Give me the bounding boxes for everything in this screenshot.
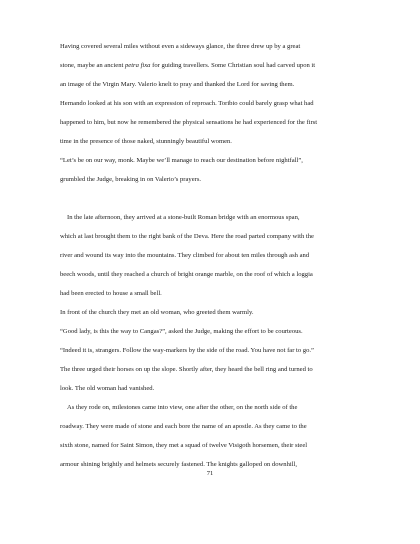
text-run: river and wound its way into the mountains. They climbed for about ten miles through ash and: [60, 252, 310, 259]
text-run: for guiding travellers. Some Christian soul had carved upon it: [150, 62, 316, 69]
text-line: [60, 56, 378, 75]
text-run: The three urged their horses on up the slope. Shortly after, they heard the bell ring and turned to: [60, 366, 313, 373]
text-line: [60, 265, 378, 284]
text-run: “Let’s be on our way, monk. Maybe we’ll manage to reach our destination before nightfall”,: [60, 157, 303, 164]
text-run: In the late afternoon, they arrived at a stone-built Roman bridge with an enormous span,: [67, 214, 300, 221]
text-line: [60, 151, 378, 170]
text-run: beech woods, until they reached a church of bright orange marble, on the roof of which a loggia: [60, 271, 313, 278]
text-run: time in the presence of those naked, stunningly beautiful women.: [60, 138, 232, 145]
italic-term: petra fixa: [125, 62, 151, 69]
text-line: [60, 132, 378, 151]
text-line: [60, 322, 378, 341]
text-line: [60, 436, 378, 455]
text-line: [60, 37, 378, 56]
text-run: roadway. They were made of stone and each bore the name of an apostle. As they came to the: [60, 423, 307, 430]
text-run: As they rode on, milestones came into view, one after the other, on the north side of the: [67, 404, 298, 411]
text-line: [60, 284, 378, 303]
text-run: had been erected to house a small bell.: [60, 290, 162, 297]
text-line: [60, 360, 378, 379]
text-line: [60, 94, 378, 113]
text-run: “Indeed it is, strangers. Follow the way-markers by the side of the road. You have not far to go.”: [60, 347, 314, 354]
text-run: sixth stone, named for Saint Simon, they met a squad of twelve Visigoth horsemen, their steel: [60, 442, 308, 449]
text-run: look. The old woman had vanished.: [60, 385, 155, 392]
text-run: “Good lady, is this the way to Cangas?”, asked the Judge, making the effort to be courteous.: [60, 328, 303, 335]
text-line: [60, 398, 378, 417]
text-line: [60, 208, 378, 227]
text-run: happened to him, but now he remembered the physical sensations he had experienced for the first: [60, 119, 318, 126]
text-line: [60, 246, 378, 265]
text-run: grumbled the Judge, breaking in on Valerio’s prayers.: [60, 176, 202, 183]
text-run: an image of the Virgin Mary. Valerio knelt to pray and thanked the Lord for saving them.: [60, 81, 295, 88]
body-text: [60, 37, 378, 474]
text-line: [60, 341, 378, 360]
text-run: Having covered several miles without even a sideways glance, the three drew up by a great: [60, 43, 301, 50]
text-run: armour shining brightly and helmets securely fastened. The knights galloped on downhill,: [60, 461, 298, 468]
page-number: 71: [206, 470, 214, 477]
text-run: In front of the church they met an old woman, who greeted them warmly.: [60, 309, 254, 316]
text-line: [60, 170, 378, 189]
text-line: [60, 417, 378, 436]
text-line: [60, 75, 378, 94]
text-line: [60, 379, 378, 398]
text-run: Hernando looked at his son with an expression of reproach. Toribio could barely grasp what had: [60, 100, 314, 107]
text-run: stone, maybe an ancient: [60, 62, 125, 69]
text-line: [60, 113, 378, 132]
paragraph-gap: [60, 189, 378, 208]
text-line: [60, 227, 378, 246]
text-run: which at last brought them to the right bank of the Deva. Here the road parted company with the: [60, 233, 314, 240]
text-line: [60, 303, 378, 322]
